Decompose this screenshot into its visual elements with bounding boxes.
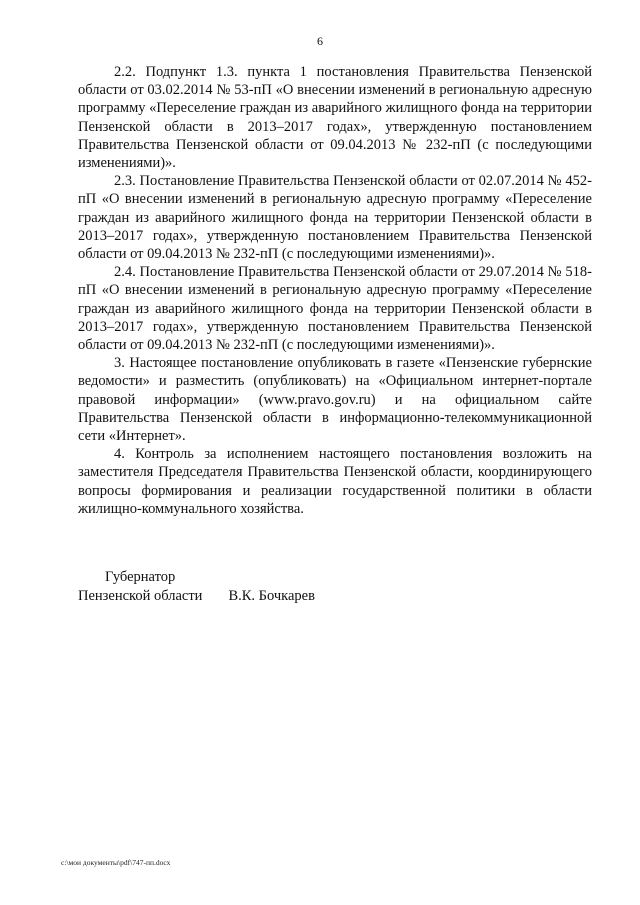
paragraph-4: 4. Контроль за исполнением настоящего постановления возложить на заместителя Председателя Правительства Пензенской области, координирующего вопросы формирования и реализации государственной политики в области жилищно-коммунального хозяйства. — [78, 446, 592, 517]
signer-name: В.К. Бочкарев — [228, 587, 315, 604]
signer-region-line — [78, 587, 315, 606]
paragraph-2-2: 2.2. Подпункт 1.3. пункта 1 постановления Правительства Пензенской области от 03.02.2014 № 53-пП «О внесении изменений в региональную адресную программу «Переселение граждан из аварийного жилищного фонда на территории Пензенской области в 2013–2017 годах», утвержденную постановлением Правительства Пензенской области от 09.04.2013 № 232-пП (с последующими изменениями)». — [78, 64, 592, 172]
document-body — [78, 63, 592, 518]
paragraph-2-4: 2.4. Постановление Правительства Пензенской области от 29.07.2014 № 518-пП «О внесении изменений в региональную адресную программу «Переселение граждан из аварийного жилищного фонда на территории Пензенской области в 2013–2017 годах», утвержденную постановлением Правительства Пензенской области от 09.04.2013 № 232-пП (с последующими изменениями)». — [78, 264, 592, 354]
signer-region: Пензенской области — [78, 587, 203, 604]
page-number: 6 — [317, 34, 323, 48]
signature-block — [78, 568, 315, 605]
paragraph-3: 3. Настоящее постановление опубликовать в газете «Пензенские губернские ведомости» и разместить (опубликовать) на «Официальном интернет-портале правовой информации» (www.pravo.gov.ru) и на официальном сайте Правительства Пензенской области в информационно-телекоммуникационной сети «Интернет». — [78, 355, 592, 445]
paragraph-2-3: 2.3. Постановление Правительства Пензенской области от 02.07.2014 № 452-пП «О внесении изменений в региональную адресную программу «Переселение граждан из аварийного жилищного фонда на территории Пензенской области в 2013–2017 годах», утвержденную постановлением Правительства Пензенской области от 09.04.2013 № 232-пП (с последующими изменениями)». — [78, 173, 592, 263]
file-path-footer: c:\мои документы\pdf\747-пп.docx — [61, 858, 171, 867]
signer-title: Губернатор — [105, 569, 176, 585]
